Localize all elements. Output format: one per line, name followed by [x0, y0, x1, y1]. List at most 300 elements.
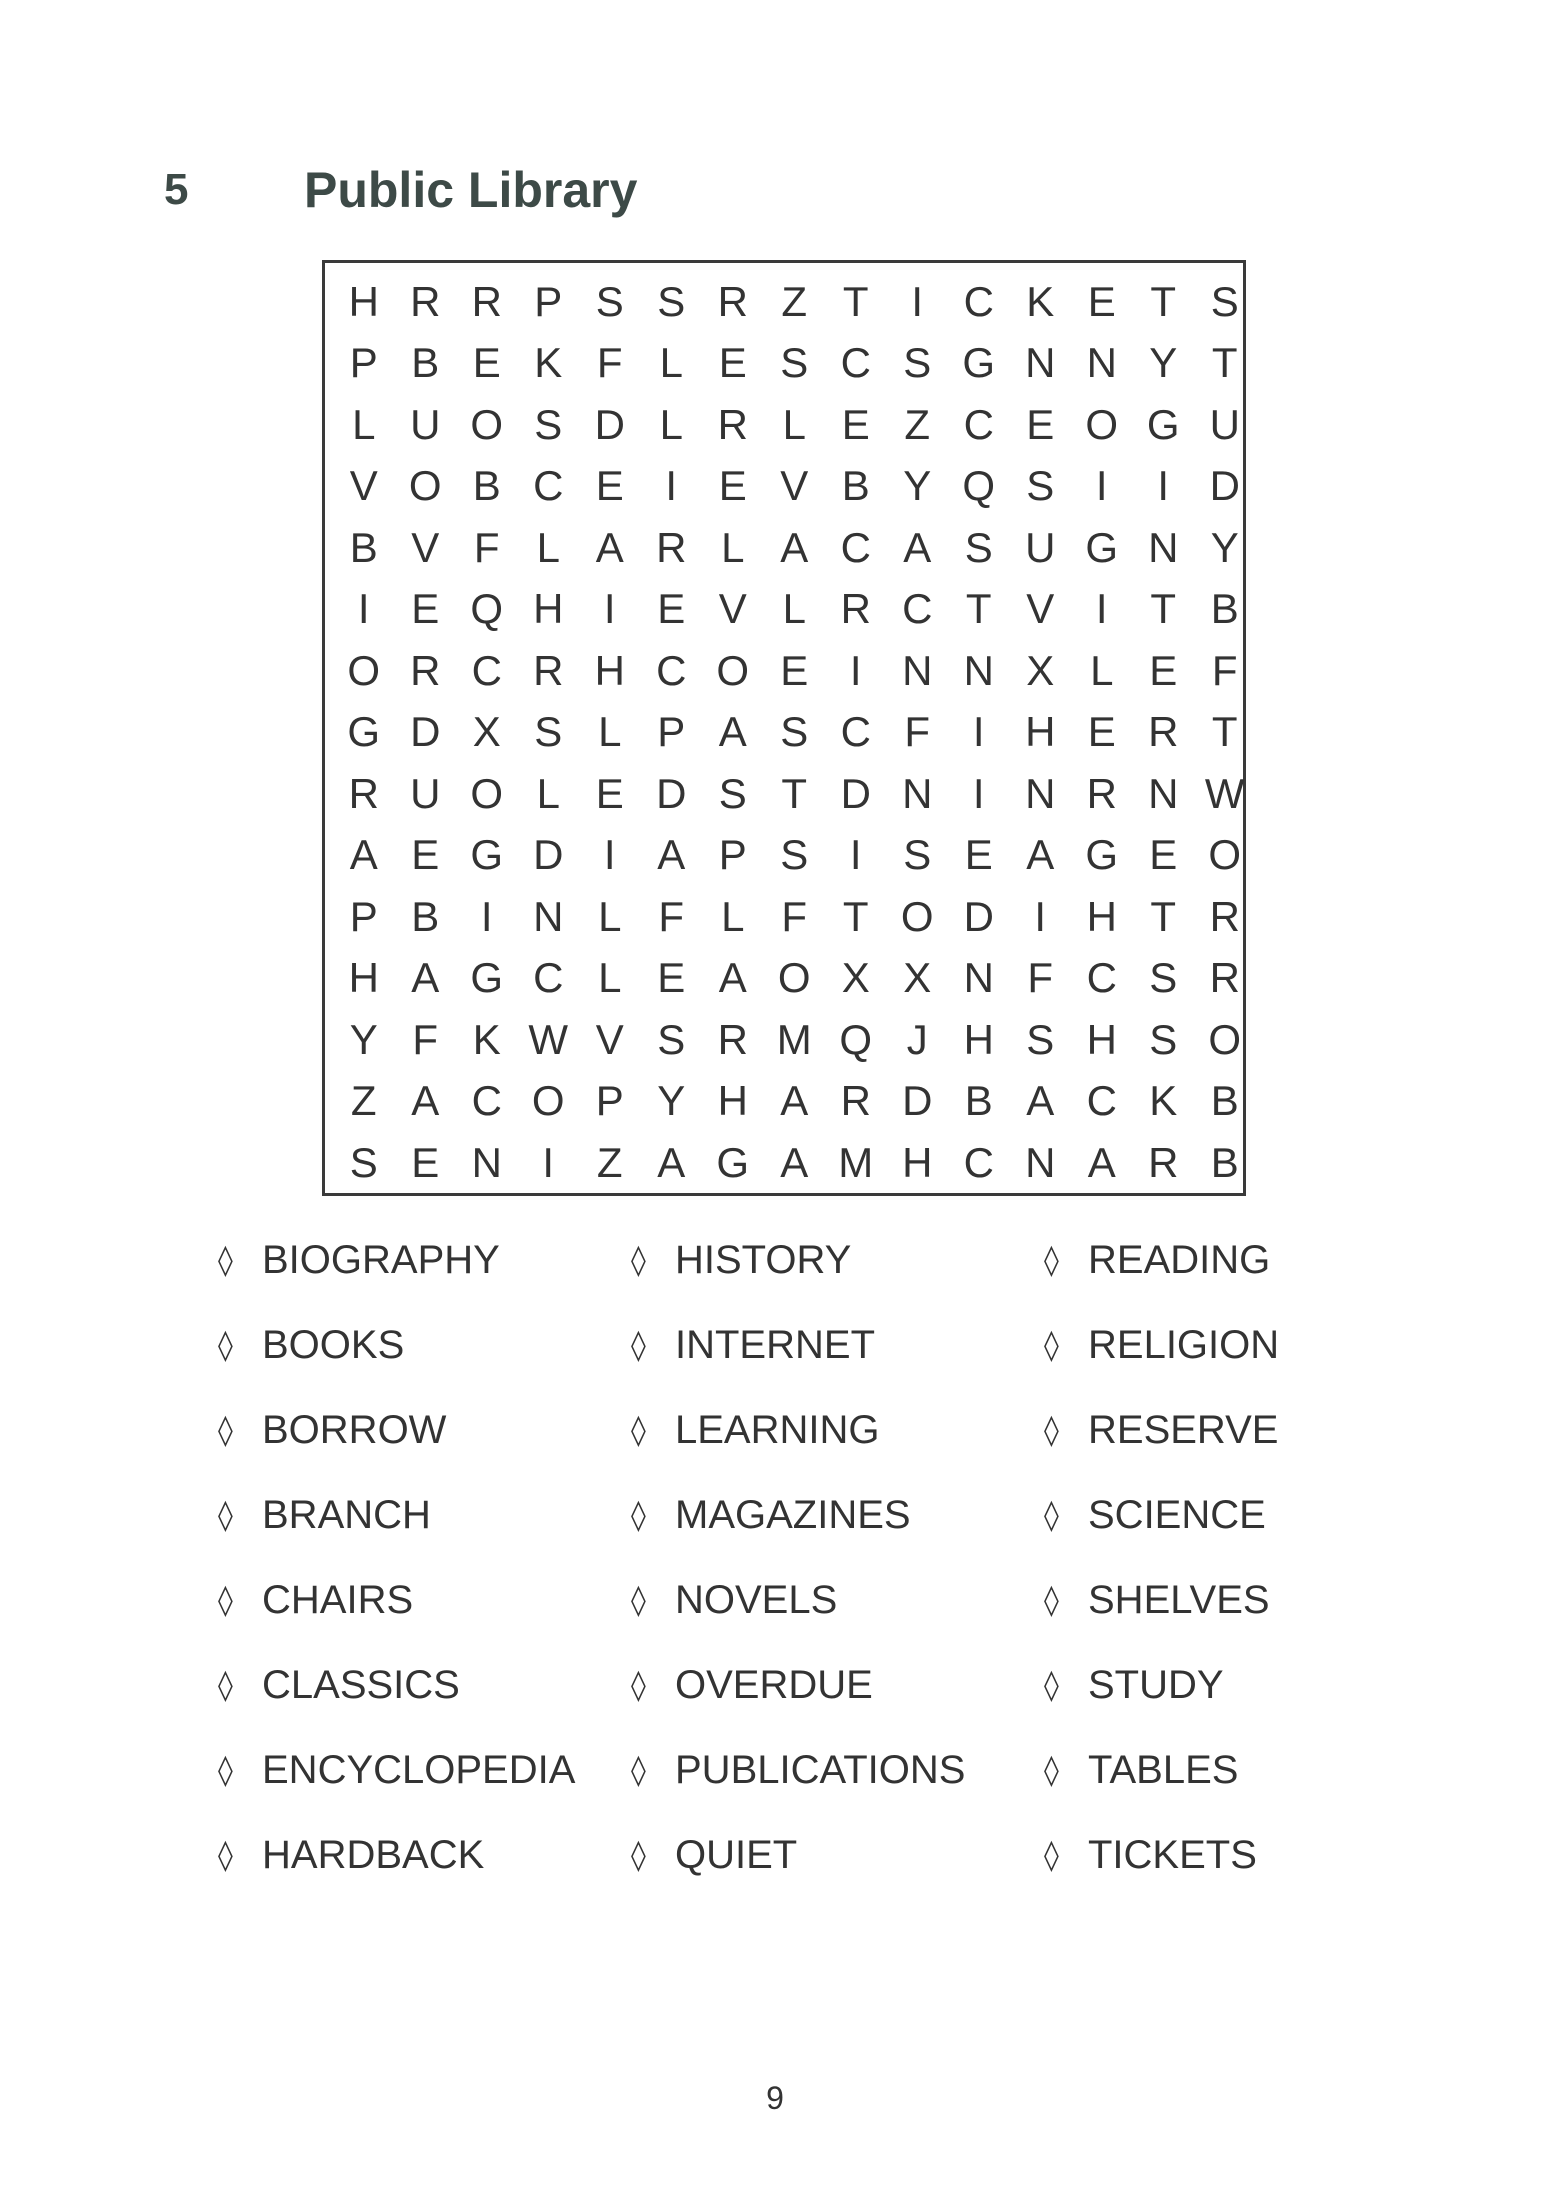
- grid-cell[interactable]: T: [965, 585, 992, 633]
- grid-cell[interactable]: V: [780, 462, 809, 510]
- grid-cell[interactable]: D: [410, 708, 441, 756]
- grid-cell[interactable]: I: [603, 831, 616, 879]
- grid-cell[interactable]: S: [903, 339, 932, 387]
- grid-cell[interactable]: F: [1211, 646, 1238, 694]
- grid-cell[interactable]: I: [357, 585, 370, 633]
- grid-cell[interactable]: S: [780, 339, 809, 387]
- grid-cell[interactable]: L: [352, 400, 376, 448]
- grid-cell[interactable]: N: [533, 892, 564, 940]
- grid-cell[interactable]: I: [849, 831, 862, 879]
- grid-cell[interactable]: P: [718, 831, 747, 879]
- word-label: NOVELS: [675, 1577, 838, 1622]
- word-list-item: [631, 1740, 965, 1800]
- word-list-item: [218, 1315, 404, 1375]
- grid-cell[interactable]: A: [718, 954, 747, 1002]
- grid-cell[interactable]: V: [349, 462, 378, 510]
- word-list-item: [218, 1825, 484, 1885]
- grid-cell[interactable]: I: [542, 1138, 555, 1186]
- word-label: HISTORY: [675, 1237, 852, 1282]
- grid-cell[interactable]: G: [470, 954, 504, 1002]
- grid-cell[interactable]: F: [412, 1015, 439, 1063]
- grid-cell[interactable]: R: [1086, 769, 1117, 817]
- grid-cell[interactable]: E: [1087, 277, 1116, 325]
- diamond-bullet-icon: ◊: [218, 1327, 233, 1363]
- diamond-bullet-icon: ◊: [218, 1752, 233, 1788]
- word-label: HARDBACK: [262, 1832, 485, 1877]
- word-list-item: [631, 1230, 851, 1290]
- grid-cell[interactable]: B: [411, 892, 440, 940]
- grid-cell[interactable]: E: [718, 462, 747, 510]
- grid-cell[interactable]: O: [470, 400, 504, 448]
- grid-cell[interactable]: H: [1086, 1015, 1117, 1063]
- grid-cell[interactable]: G: [1146, 400, 1180, 448]
- diamond-bullet-icon: ◊: [1044, 1412, 1059, 1448]
- grid-cell[interactable]: X: [841, 954, 870, 1002]
- grid-cell[interactable]: O: [531, 1077, 565, 1125]
- grid-cell[interactable]: D: [656, 769, 687, 817]
- grid-cell[interactable]: B: [411, 339, 440, 387]
- word-label: INTERNET: [675, 1322, 875, 1367]
- grid-cell[interactable]: K: [472, 1015, 501, 1063]
- word-label: LEARNING: [675, 1407, 880, 1452]
- puzzle-number: 5: [164, 165, 189, 214]
- word-label: CHAIRS: [262, 1577, 414, 1622]
- grid-cell[interactable]: E: [657, 585, 686, 633]
- grid-cell[interactable]: E: [964, 831, 993, 879]
- grid-cell[interactable]: V: [718, 585, 747, 633]
- grid-cell[interactable]: C: [656, 646, 687, 694]
- word-list-item: [218, 1230, 500, 1290]
- grid-cell[interactable]: D: [1209, 462, 1240, 510]
- grid-cell[interactable]: O: [1208, 1015, 1242, 1063]
- word-list-item: [218, 1570, 413, 1630]
- page-number: 9: [766, 2080, 784, 2116]
- grid-cell[interactable]: T: [1150, 585, 1177, 633]
- grid-cell[interactable]: B: [349, 523, 378, 571]
- grid-cell[interactable]: A: [657, 831, 686, 879]
- grid-cell[interactable]: T: [842, 892, 869, 940]
- grid-cell[interactable]: E: [841, 400, 870, 448]
- diamond-bullet-icon: ◊: [1044, 1242, 1059, 1278]
- grid-cell[interactable]: A: [780, 1138, 809, 1186]
- grid-cell[interactable]: L: [536, 769, 560, 817]
- word-list-item: [1044, 1230, 1270, 1290]
- grid-cell[interactable]: C: [840, 523, 871, 571]
- grid-cell[interactable]: H: [348, 277, 379, 325]
- grid-cell[interactable]: C: [902, 585, 933, 633]
- grid-cell[interactable]: Z: [904, 400, 931, 448]
- grid-cell[interactable]: R: [717, 400, 748, 448]
- grid-cell[interactable]: N: [902, 769, 933, 817]
- grid-cell[interactable]: M: [838, 1138, 874, 1186]
- word-list-item: [1044, 1825, 1257, 1885]
- word-label: OVERDUE: [675, 1662, 873, 1707]
- diamond-bullet-icon: ◊: [1044, 1752, 1059, 1788]
- grid-cell[interactable]: I: [665, 462, 678, 510]
- grid-cell[interactable]: N: [471, 1138, 502, 1186]
- grid-cell[interactable]: G: [1085, 831, 1119, 879]
- word-label: CLASSICS: [262, 1662, 460, 1707]
- diamond-bullet-icon: ◊: [218, 1497, 233, 1533]
- grid-cell[interactable]: K: [1026, 277, 1055, 325]
- grid-cell[interactable]: R: [410, 646, 441, 694]
- diamond-bullet-icon: ◊: [1044, 1497, 1059, 1533]
- word-list-item: [631, 1570, 837, 1630]
- grid-cell[interactable]: A: [657, 1138, 686, 1186]
- word-label: RELIGION: [1088, 1322, 1280, 1367]
- word-list-item: [1044, 1740, 1238, 1800]
- grid-cell[interactable]: Y: [903, 462, 932, 510]
- grid-cell[interactable]: R: [1148, 1138, 1179, 1186]
- grid-cell[interactable]: F: [781, 892, 808, 940]
- grid-cell[interactable]: R: [840, 1077, 871, 1125]
- grid-cell[interactable]: T: [781, 769, 808, 817]
- grid-cell[interactable]: E: [1087, 708, 1116, 756]
- word-search-grid: [333, 271, 1256, 1194]
- grid-cell[interactable]: P: [595, 1077, 624, 1125]
- grid-cell[interactable]: H: [902, 1138, 933, 1186]
- grid-cell[interactable]: Y: [1210, 523, 1239, 571]
- grid-cell[interactable]: I: [1095, 585, 1108, 633]
- grid-cell[interactable]: K: [1149, 1077, 1178, 1125]
- diamond-bullet-icon: ◊: [631, 1242, 646, 1278]
- grid-cell[interactable]: K: [534, 339, 563, 387]
- grid-cell[interactable]: N: [1025, 339, 1056, 387]
- grid-cell[interactable]: C: [963, 400, 994, 448]
- grid-cell[interactable]: D: [533, 831, 564, 879]
- grid-cell[interactable]: H: [1025, 708, 1056, 756]
- grid-cell[interactable]: X: [1026, 646, 1055, 694]
- diamond-bullet-icon: ◊: [631, 1327, 646, 1363]
- grid-cell[interactable]: S: [780, 708, 809, 756]
- grid-cell[interactable]: R: [717, 277, 748, 325]
- grid-cell[interactable]: E: [411, 831, 440, 879]
- word-list-item: [631, 1400, 880, 1460]
- grid-cell[interactable]: B: [1210, 1077, 1239, 1125]
- grid-cell[interactable]: Z: [781, 277, 808, 325]
- word-label: TABLES: [1088, 1747, 1239, 1792]
- word-list-item: [1044, 1570, 1270, 1630]
- grid-cell[interactable]: I: [972, 708, 985, 756]
- grid-cell[interactable]: F: [904, 708, 931, 756]
- grid-cell[interactable]: L: [659, 339, 683, 387]
- grid-cell[interactable]: A: [349, 831, 378, 879]
- grid-cell[interactable]: E: [595, 462, 624, 510]
- word-label: BOOKS: [262, 1322, 405, 1367]
- grid-cell[interactable]: N: [1148, 523, 1179, 571]
- grid-cell[interactable]: G: [962, 339, 996, 387]
- grid-cell[interactable]: I: [849, 646, 862, 694]
- grid-cell[interactable]: H: [717, 1077, 748, 1125]
- grid-cell[interactable]: E: [595, 769, 624, 817]
- grid-cell[interactable]: D: [902, 1077, 933, 1125]
- grid-cell[interactable]: O: [900, 892, 934, 940]
- diamond-bullet-icon: ◊: [1044, 1667, 1059, 1703]
- grid-cell[interactable]: S: [903, 831, 932, 879]
- grid-cell[interactable]: F: [596, 339, 623, 387]
- grid-cell[interactable]: H: [348, 954, 379, 1002]
- grid-cell[interactable]: I: [1095, 462, 1108, 510]
- grid-cell[interactable]: R: [410, 277, 441, 325]
- diamond-bullet-icon: ◊: [218, 1242, 233, 1278]
- grid-cell[interactable]: C: [1086, 1077, 1117, 1125]
- diamond-bullet-icon: ◊: [218, 1837, 233, 1873]
- grid-cell[interactable]: B: [1210, 585, 1239, 633]
- grid-cell[interactable]: S: [1149, 1015, 1178, 1063]
- grid-cell[interactable]: O: [470, 769, 504, 817]
- grid-cell[interactable]: G: [1085, 523, 1119, 571]
- grid-cell[interactable]: X: [903, 954, 932, 1002]
- word-label: ENCYCLOPEDIA: [262, 1747, 576, 1792]
- grid-cell[interactable]: T: [1211, 708, 1238, 756]
- grid-cell[interactable]: S: [657, 277, 686, 325]
- grid-cell[interactable]: I: [603, 585, 616, 633]
- grid-cell[interactable]: E: [657, 954, 686, 1002]
- grid-cell[interactable]: S: [1210, 277, 1239, 325]
- grid-cell[interactable]: D: [840, 769, 871, 817]
- grid-cell[interactable]: R: [717, 1015, 748, 1063]
- diamond-bullet-icon: ◊: [631, 1497, 646, 1533]
- grid-cell[interactable]: O: [408, 462, 442, 510]
- grid-cell[interactable]: A: [903, 523, 932, 571]
- puzzle-title: Public Library: [304, 162, 638, 218]
- diamond-bullet-icon: ◊: [631, 1667, 646, 1703]
- grid-cell[interactable]: I: [480, 892, 493, 940]
- grid-cell[interactable]: S: [1026, 462, 1055, 510]
- grid-cell[interactable]: I: [1034, 892, 1047, 940]
- grid-cell[interactable]: A: [411, 1077, 440, 1125]
- grid-cell[interactable]: S: [964, 523, 993, 571]
- grid-cell[interactable]: B: [1210, 1138, 1239, 1186]
- grid-cell[interactable]: G: [470, 831, 504, 879]
- grid-cell[interactable]: C: [963, 1138, 994, 1186]
- grid-cell[interactable]: E: [718, 339, 747, 387]
- grid-cell[interactable]: A: [411, 954, 440, 1002]
- grid-cell[interactable]: M: [776, 1015, 812, 1063]
- diamond-bullet-icon: ◊: [1044, 1837, 1059, 1873]
- word-list-item: [218, 1400, 446, 1460]
- grid-cell[interactable]: N: [963, 954, 994, 1002]
- word-label: STUDY: [1088, 1662, 1224, 1707]
- word-list-item: [218, 1655, 460, 1715]
- word-list-item: [1044, 1315, 1279, 1375]
- grid-cell[interactable]: I: [911, 277, 924, 325]
- grid-cell[interactable]: Z: [596, 1138, 623, 1186]
- grid-cell[interactable]: D: [963, 892, 994, 940]
- grid-cell[interactable]: S: [657, 1015, 686, 1063]
- grid-cell[interactable]: L: [1090, 646, 1114, 694]
- grid-cell[interactable]: E: [411, 1138, 440, 1186]
- diamond-bullet-icon: ◊: [631, 1582, 646, 1618]
- grid-cell[interactable]: S: [1026, 1015, 1055, 1063]
- grid-cell[interactable]: Q: [839, 1015, 873, 1063]
- grid-cell[interactable]: S: [534, 400, 563, 448]
- grid-cell[interactable]: H: [1086, 892, 1117, 940]
- diamond-bullet-icon: ◊: [218, 1667, 233, 1703]
- grid-cell[interactable]: U: [410, 400, 441, 448]
- grid-cell[interactable]: B: [964, 1077, 993, 1125]
- grid-cell[interactable]: Z: [350, 1077, 377, 1125]
- word-label: QUIET: [675, 1832, 798, 1877]
- diamond-bullet-icon: ◊: [1044, 1327, 1059, 1363]
- grid-cell[interactable]: E: [472, 339, 501, 387]
- diamond-bullet-icon: ◊: [631, 1837, 646, 1873]
- grid-cell[interactable]: L: [782, 585, 806, 633]
- grid-cell[interactable]: H: [963, 1015, 994, 1063]
- grid-cell[interactable]: E: [1149, 646, 1178, 694]
- grid-cell[interactable]: V: [1026, 585, 1055, 633]
- word-label: RESERVE: [1088, 1407, 1279, 1452]
- word-search-grid-frame: [322, 260, 1246, 1196]
- word-list-item: [1044, 1400, 1278, 1460]
- grid-cell[interactable]: X: [472, 708, 501, 756]
- grid-cell[interactable]: N: [963, 646, 994, 694]
- grid-cell[interactable]: S: [349, 1138, 378, 1186]
- grid-cell[interactable]: A: [780, 523, 809, 571]
- grid-cell[interactable]: A: [780, 1077, 809, 1125]
- grid-cell[interactable]: Q: [470, 585, 504, 633]
- grid-cell[interactable]: E: [780, 646, 809, 694]
- grid-cell[interactable]: G: [716, 1138, 750, 1186]
- grid-cell[interactable]: C: [840, 339, 871, 387]
- grid-cell[interactable]: O: [1085, 400, 1119, 448]
- grid-cell[interactable]: S: [534, 708, 563, 756]
- grid-cell[interactable]: R: [1209, 954, 1240, 1002]
- grid-cell[interactable]: R: [840, 585, 871, 633]
- grid-cell[interactable]: P: [349, 892, 378, 940]
- grid-cell[interactable]: A: [1026, 831, 1055, 879]
- grid-cell[interactable]: L: [598, 954, 622, 1002]
- grid-cell[interactable]: E: [411, 585, 440, 633]
- grid-cell[interactable]: S: [595, 277, 624, 325]
- grid-cell[interactable]: A: [1026, 1077, 1055, 1125]
- grid-cell[interactable]: R: [533, 646, 564, 694]
- diamond-bullet-icon: ◊: [631, 1412, 646, 1448]
- diamond-bullet-icon: ◊: [218, 1412, 233, 1448]
- grid-cell[interactable]: E: [1149, 831, 1178, 879]
- grid-cell[interactable]: O: [347, 646, 381, 694]
- grid-cell[interactable]: T: [842, 277, 869, 325]
- grid-cell[interactable]: L: [659, 400, 683, 448]
- grid-cell[interactable]: C: [533, 462, 564, 510]
- grid-cell[interactable]: B: [472, 462, 501, 510]
- grid-cell[interactable]: C: [471, 646, 502, 694]
- grid-cell[interactable]: R: [656, 523, 687, 571]
- word-label: MAGAZINES: [675, 1492, 911, 1537]
- grid-cell[interactable]: P: [657, 708, 686, 756]
- grid-cell[interactable]: O: [1208, 831, 1242, 879]
- word-list: [218, 1230, 1358, 1930]
- grid-cell[interactable]: T: [1150, 277, 1177, 325]
- grid-cell[interactable]: N: [902, 646, 933, 694]
- puzzle-heading: [0, 160, 1550, 220]
- grid-cell[interactable]: L: [536, 523, 560, 571]
- grid-cell[interactable]: B: [841, 462, 870, 510]
- grid-cell[interactable]: N: [1086, 339, 1117, 387]
- grid-cell[interactable]: T: [1150, 892, 1177, 940]
- word-label: READING: [1088, 1237, 1271, 1282]
- word-list-item: [218, 1485, 431, 1545]
- grid-cell[interactable]: P: [349, 339, 378, 387]
- grid-cell[interactable]: N: [1025, 769, 1056, 817]
- grid-cell[interactable]: F: [1027, 954, 1054, 1002]
- grid-cell[interactable]: G: [347, 708, 381, 756]
- grid-cell[interactable]: S: [1149, 954, 1178, 1002]
- grid-cell[interactable]: S: [780, 831, 809, 879]
- grid-cell[interactable]: I: [972, 769, 985, 817]
- grid-cell[interactable]: D: [594, 400, 625, 448]
- grid-cell[interactable]: Y: [1149, 339, 1178, 387]
- grid-cell[interactable]: Y: [349, 1015, 378, 1063]
- grid-cell[interactable]: U: [410, 769, 441, 817]
- grid-cell[interactable]: P: [534, 277, 563, 325]
- grid-cell[interactable]: R: [1148, 708, 1179, 756]
- grid-cell[interactable]: O: [716, 646, 750, 694]
- grid-cell[interactable]: F: [473, 523, 500, 571]
- grid-cell[interactable]: R: [348, 769, 379, 817]
- diamond-bullet-icon: ◊: [1044, 1582, 1059, 1618]
- grid-cell[interactable]: V: [411, 523, 440, 571]
- grid-cell[interactable]: L: [721, 892, 745, 940]
- grid-cell[interactable]: R: [1209, 892, 1240, 940]
- grid-cell[interactable]: H: [533, 585, 564, 633]
- grid-cell[interactable]: R: [471, 277, 502, 325]
- grid-cell[interactable]: L: [598, 708, 622, 756]
- grid-cell[interactable]: A: [1087, 1138, 1116, 1186]
- grid-cell[interactable]: J: [906, 1015, 928, 1063]
- grid-cell[interactable]: S: [718, 769, 747, 817]
- grid-cell[interactable]: A: [595, 523, 624, 571]
- word-label: BIOGRAPHY: [262, 1237, 500, 1282]
- grid-cell[interactable]: W: [1204, 769, 1245, 817]
- word-list-item: [631, 1655, 873, 1715]
- word-label: BORROW: [262, 1407, 447, 1452]
- word-list-item: [1044, 1655, 1224, 1715]
- grid-cell[interactable]: O: [777, 954, 811, 1002]
- grid-cell[interactable]: N: [1148, 769, 1179, 817]
- grid-cell[interactable]: T: [1211, 339, 1238, 387]
- word-label: TICKETS: [1088, 1832, 1257, 1877]
- grid-cell[interactable]: N: [1025, 1138, 1056, 1186]
- grid-cell[interactable]: V: [595, 1015, 624, 1063]
- grid-cell[interactable]: E: [1026, 400, 1055, 448]
- grid-cell[interactable]: L: [782, 400, 806, 448]
- word-list-item: [631, 1825, 797, 1885]
- word-list-item: [631, 1315, 875, 1375]
- grid-cell[interactable]: F: [658, 892, 685, 940]
- diamond-bullet-icon: ◊: [218, 1582, 233, 1618]
- grid-cell[interactable]: C: [533, 954, 564, 1002]
- grid-cell[interactable]: C: [963, 277, 994, 325]
- word-label: SCIENCE: [1088, 1492, 1266, 1537]
- grid-cell[interactable]: C: [471, 1077, 502, 1125]
- grid-cell[interactable]: A: [718, 708, 747, 756]
- grid-cell[interactable]: U: [1209, 400, 1240, 448]
- grid-cell[interactable]: H: [594, 646, 625, 694]
- diamond-bullet-icon: ◊: [631, 1752, 646, 1788]
- word-label: PUBLICATIONS: [675, 1747, 966, 1792]
- grid-cell[interactable]: U: [1025, 523, 1056, 571]
- grid-cell[interactable]: I: [1157, 462, 1170, 510]
- grid-cell[interactable]: W: [528, 1015, 569, 1063]
- grid-cell[interactable]: Q: [962, 462, 996, 510]
- grid-cell[interactable]: C: [840, 708, 871, 756]
- word-list-item: [1044, 1485, 1266, 1545]
- grid-cell[interactable]: L: [598, 892, 622, 940]
- grid-cell[interactable]: Y: [657, 1077, 686, 1125]
- grid-cell[interactable]: C: [1086, 954, 1117, 1002]
- grid-cell[interactable]: L: [721, 523, 745, 571]
